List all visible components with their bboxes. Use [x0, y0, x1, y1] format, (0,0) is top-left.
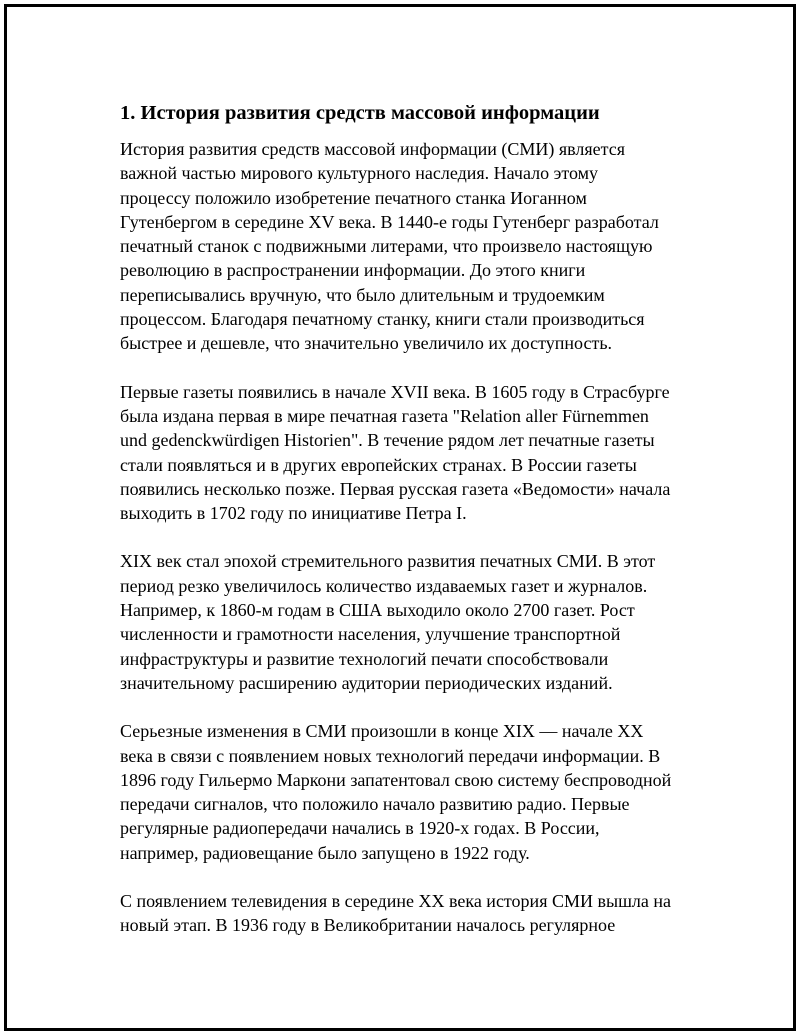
paragraph — [120, 889, 710, 938]
page-frame — [4, 4, 796, 1031]
text-line: инфраструктуры и развитие технологий печати способствовали — [120, 648, 609, 669]
text-line: появились несколько позже. Первая русская газета «Ведомости» начала — [120, 478, 671, 499]
text-line: века в связи с появлением новых технологий передачи информации. В — [120, 745, 661, 766]
text-line: Гутенбергом в середине XV века. В 1440-е годы Гутенберг разработал — [120, 211, 659, 232]
text-line: регулярные радиопередачи начались в 1920-х годах. В России, — [120, 818, 600, 839]
text-line: переписывались вручную, что было длительным и трудоемким — [120, 284, 605, 305]
text-line: und gedenckwürdigen Historien". В течение рядом лет печатные газеты — [120, 430, 655, 451]
text-line: печатный станок с подвижными литерами, что произвело настоящую — [120, 236, 653, 257]
text-line: численности и грамотности населения, улучшение транспортной — [120, 624, 621, 645]
text-line: XIX век стал эпохой стремительного развития печатных СМИ. В этот — [120, 551, 656, 572]
text-line: процессу положило изобретение печатного станка Иоганном — [120, 187, 587, 208]
text-line: например, радиовещание было запущено в 1922 году. — [120, 842, 530, 863]
text-line: История развития средств массовой информации (СМИ) является — [120, 139, 625, 159]
text-line: Первые газеты появились в начале XVII века. В 1605 году в Страсбурге — [120, 381, 670, 402]
text-line: стали появляться и в других европейских странах. В России газеты — [120, 454, 637, 475]
text-line: выходить в 1702 году по инициативе Петра I. — [120, 503, 467, 524]
paragraph — [120, 549, 710, 695]
paragraph — [120, 137, 710, 356]
text-line: революцию в распространении информации. До этого книги — [120, 260, 586, 281]
text-line: была издана первая в мире печатная газета "Relation aller Fürnemmen — [120, 405, 649, 426]
text-line: С появлением телевидения в середине XX века история СМИ вышла на — [120, 891, 672, 912]
text-line: новый этап. В 1936 году в Великобритании началось регулярное — [120, 915, 616, 936]
text-line: процессом. Благодаря печатному станку, книги стали производиться — [120, 309, 645, 330]
text-line: значительному расширению аудитории периодических изданий. — [120, 672, 613, 693]
text-line: важной частью мирового культурного наследия. Начало этому — [120, 163, 599, 184]
paragraph-list — [120, 137, 710, 938]
text-line: передачи сигналов, что положило начало развитию радио. Первые — [120, 794, 630, 815]
document-body — [120, 99, 710, 962]
text-line: быстрее и дешевле, что значительно увеличило их доступность. — [120, 333, 613, 354]
text-line: Серьезные изменения в СМИ произошли в конце XIX — начале XX — [120, 721, 644, 742]
paragraph — [120, 719, 710, 865]
text-line: период резко увеличилось количество издаваемых газет и журналов. — [120, 575, 648, 596]
text-line: Например, к 1860-м годам в США выходило около 2700 газет. Рост — [120, 600, 635, 621]
paragraph — [120, 380, 710, 526]
text-line: 1896 году Гильермо Маркони запатентовал свою систему беспроводной — [120, 769, 672, 790]
document-title: 1. История развития средств массовой информации — [120, 102, 600, 124]
